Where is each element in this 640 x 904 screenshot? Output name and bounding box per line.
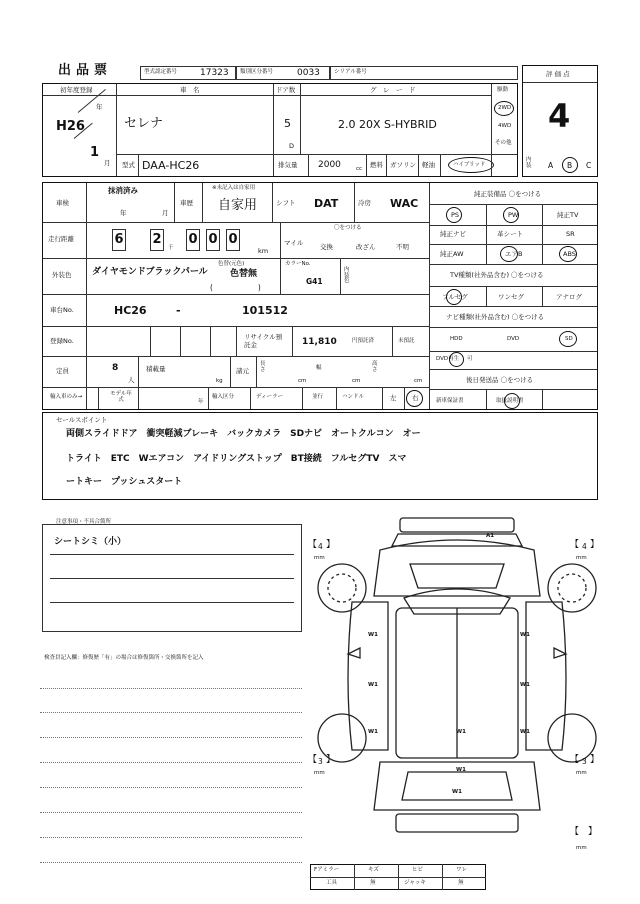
score-label: 評 価 点 bbox=[546, 70, 570, 78]
mileage-digit-1: 6 bbox=[112, 229, 126, 251]
fuel-hybrid: ハイブリッド bbox=[453, 162, 486, 168]
opt-tv: 純正TV bbox=[557, 211, 579, 219]
grade-label: グ レ ー ド bbox=[370, 86, 416, 94]
drive-2wd: 2WD bbox=[498, 105, 512, 111]
mileage-km: km bbox=[258, 247, 269, 255]
import-parallel: 並行 bbox=[312, 394, 324, 400]
tag-body-1: W1 bbox=[368, 632, 378, 638]
color-change-value: 色替無 bbox=[230, 269, 258, 279]
capacity-value: 8 bbox=[112, 363, 119, 373]
recycle-unit: 円預託済 bbox=[352, 338, 375, 344]
history-label: 車歴 bbox=[180, 199, 193, 207]
interior-color-label: 内装色 bbox=[344, 267, 350, 284]
car-diagram bbox=[300, 510, 600, 850]
dims-length: 長さ bbox=[260, 361, 266, 373]
later-warranty: 新車保証書 bbox=[436, 398, 464, 404]
legend-v4: 無 bbox=[458, 880, 464, 886]
ac-value: WAC bbox=[390, 197, 419, 210]
later-manual-circle bbox=[504, 393, 520, 409]
tag-front: A1 bbox=[486, 533, 495, 539]
model-value: DAA-HC26 bbox=[142, 159, 200, 172]
history-note: ※未記入は自家用 bbox=[212, 185, 256, 191]
handle-right: 右 bbox=[412, 394, 419, 402]
load-unit: kg bbox=[216, 378, 223, 384]
mileage-exchange: 交換 bbox=[320, 243, 333, 251]
year-suffix: 年 bbox=[96, 103, 103, 111]
tv-fullseg: フルセグ bbox=[442, 293, 468, 301]
dims-width: 幅 bbox=[316, 365, 322, 371]
tag-body-8: W1 bbox=[456, 767, 466, 773]
tv-fullseg-circle bbox=[446, 289, 462, 305]
later-manual: 取扱説明書 bbox=[496, 398, 524, 404]
navi-hdd: HDD bbox=[450, 336, 463, 342]
tag-body-3: W1 bbox=[368, 682, 378, 688]
dims-label: 諸元 bbox=[236, 367, 249, 375]
car-name: セレナ bbox=[124, 116, 164, 131]
tag-body-7: W1 bbox=[456, 729, 466, 735]
tag-body-9: W1 bbox=[452, 789, 462, 795]
chassis-dash: - bbox=[176, 304, 181, 317]
opt-pw: PW bbox=[508, 211, 519, 219]
sales-line-3: ートキー プッシュスタート bbox=[66, 477, 183, 487]
mileage-digit-4: 0 bbox=[206, 229, 220, 251]
category-value: 0033 bbox=[297, 68, 320, 78]
handle-left: 左 bbox=[390, 394, 397, 402]
inspection-label: 車検 bbox=[56, 199, 69, 207]
drive-circle bbox=[494, 101, 514, 116]
grade-value: 2.0 20X S-HYBRID bbox=[338, 118, 437, 131]
form-title: 出品票 bbox=[58, 63, 113, 78]
notes-line-1: シートシミ（小） bbox=[54, 537, 127, 547]
displacement-label: 排気量 bbox=[278, 161, 298, 169]
opt-pw-circle bbox=[503, 207, 519, 223]
tread-rl-mm: mm bbox=[314, 770, 325, 776]
recycle-label: リサイクル預託金 bbox=[244, 333, 283, 349]
model-cert-value: 17323 bbox=[200, 68, 229, 78]
color-no-value: G41 bbox=[306, 277, 323, 286]
color-change-label: 色替(元色) bbox=[218, 261, 245, 267]
mileage-tampered: 改ざん bbox=[356, 243, 376, 251]
dims-length-cm: cm bbox=[298, 378, 307, 384]
chassis-prefix: HC26 bbox=[114, 304, 147, 317]
fuel-label: 燃料 bbox=[370, 161, 383, 169]
tag-body-2: W1 bbox=[520, 632, 530, 638]
tread-fl-mm: mm bbox=[314, 555, 325, 561]
opt-ps: PS bbox=[451, 211, 460, 219]
mileage-unknown: 不明 bbox=[396, 243, 409, 251]
tag-body-4: W1 bbox=[520, 682, 530, 688]
inspection-value: 抹消済み bbox=[108, 186, 138, 195]
month-suffix: 月 bbox=[104, 159, 111, 167]
legend-h1: Fアミラー bbox=[314, 867, 340, 873]
navi-title: ナビ種類(社外品含む) 〇をつける bbox=[446, 313, 545, 321]
chassis-number: 101512 bbox=[242, 304, 288, 317]
tread-fr-mm: mm bbox=[576, 555, 587, 561]
sales-label: セールスポイント bbox=[56, 416, 108, 424]
model-label: 型式 bbox=[122, 161, 135, 169]
sales-line-1: 両側スライドドア 衝突軽減ブレーキ バックカメラ SDナビ オートクルコン オー bbox=[66, 429, 421, 439]
tread-fl: 4 bbox=[318, 542, 323, 551]
import-year: 年 bbox=[198, 399, 204, 405]
first-reg-label: 初年度登録 bbox=[60, 86, 93, 94]
dvd-option-b: 可 bbox=[467, 356, 473, 362]
interior-a: A bbox=[548, 161, 554, 170]
import-dealer: ディーラー bbox=[256, 394, 284, 400]
dvd-label: DVD再生 bbox=[436, 356, 460, 362]
import-label: 輸入車のみ→ bbox=[50, 394, 83, 400]
tag-body-6: W1 bbox=[520, 729, 530, 735]
recycle-unpaid: 未預託 bbox=[398, 338, 415, 344]
dvd-circle bbox=[449, 352, 464, 367]
mileage-digit-3: 0 bbox=[186, 229, 200, 251]
drive-other: その他 bbox=[495, 140, 512, 146]
fuel-gasoline: ガソリン bbox=[390, 161, 416, 169]
car-name-label: 車 名 bbox=[180, 86, 200, 94]
mileage-digit-2: 2 bbox=[150, 229, 164, 251]
handle-circle bbox=[406, 390, 423, 407]
model-year-label: モデル年式 bbox=[110, 391, 132, 403]
tread-rr: 3 bbox=[582, 757, 587, 766]
sales-line-2: トライト ETC Wエアコン アイドリングストップ BT接続 フルセグTV スマ bbox=[66, 454, 407, 464]
opt-abs-circle bbox=[559, 246, 577, 262]
color-label: 外装色 bbox=[52, 271, 72, 279]
dims-width-cm: cm bbox=[352, 378, 361, 384]
first-reg-era: H26 bbox=[56, 119, 85, 134]
notes-label: 注意事項・不具合箇所 bbox=[56, 519, 112, 525]
score-value: 4 bbox=[548, 97, 571, 135]
doors-value: 5 bbox=[284, 117, 291, 130]
tv-analog: アナログ bbox=[556, 293, 582, 301]
shift-value: DAT bbox=[314, 197, 339, 210]
inspection-month: 月 bbox=[162, 209, 169, 217]
serial-label: シリアル番号 bbox=[334, 69, 367, 75]
legend-v1: 工具 bbox=[326, 880, 338, 886]
opt-ps-circle bbox=[446, 207, 462, 223]
opt-leather: 革シート bbox=[497, 230, 523, 238]
color-no-label: カラーNo. bbox=[285, 261, 311, 267]
tag-body-5: W1 bbox=[368, 729, 378, 735]
doors-suffix: D bbox=[289, 142, 295, 150]
navi-sd-circle bbox=[559, 331, 577, 347]
dims-height: 高さ bbox=[372, 361, 378, 373]
opt-aw: 純正AW bbox=[440, 250, 464, 258]
first-reg-month: 1 bbox=[90, 145, 100, 160]
history-value: 自家用 bbox=[218, 198, 258, 213]
legend-v3: ジャッキ bbox=[404, 880, 426, 886]
navi-sd: SD bbox=[565, 336, 573, 342]
navi-dvd: DVD bbox=[507, 336, 520, 342]
shift-label: シフト bbox=[276, 199, 296, 207]
tread-rl: 3 bbox=[318, 757, 323, 766]
inspection-year: 年 bbox=[120, 209, 127, 217]
drive-4wd: 4WD bbox=[498, 123, 512, 129]
doors-label: ドア数 bbox=[276, 86, 296, 94]
color-value: ダイヤモンドブラックパール bbox=[92, 267, 208, 277]
reg-no-label: 登録No. bbox=[50, 337, 74, 345]
tv-oneseg: ワンセグ bbox=[498, 293, 524, 301]
recycle-value: 11,810 bbox=[302, 337, 337, 347]
hybrid-circle bbox=[448, 157, 494, 173]
inspector-label: 検査員記入欄：修復歴「有」の場合は修復箇所・交換箇所を記入 bbox=[44, 655, 204, 661]
import-cat-label: 輸入区分 bbox=[212, 394, 235, 400]
legend-h3: ヒビ bbox=[412, 867, 424, 873]
mileage-miles: マイル bbox=[284, 239, 304, 247]
capacity-label: 定員 bbox=[56, 367, 69, 375]
drive-label: 駆動 bbox=[497, 87, 509, 93]
legend-h4: ワレ bbox=[456, 867, 468, 873]
tv-title: TV種類(社外品含む) 〇をつける bbox=[450, 271, 544, 279]
model-cert-label: 型式認定番号 bbox=[144, 69, 178, 75]
tread-fr: 4 bbox=[582, 542, 587, 551]
dims-height-cm: cm bbox=[414, 378, 423, 384]
legend-h2: キズ bbox=[368, 867, 379, 873]
fuel-diesel: 軽油 bbox=[422, 161, 435, 169]
opt-airbag: エアB bbox=[505, 250, 523, 258]
capacity-unit: 人 bbox=[128, 376, 135, 384]
chassis-label: 車台No. bbox=[50, 306, 74, 314]
displacement-value: 2000 bbox=[318, 160, 341, 170]
later-title: 後日発送品 〇をつける bbox=[466, 376, 534, 384]
handle-label: ハンドル bbox=[342, 394, 365, 400]
legend-v2: 無 bbox=[370, 880, 376, 886]
ac-label: 冷房 bbox=[358, 199, 371, 207]
interior-c: C bbox=[586, 161, 592, 170]
opt-airbag-circle bbox=[500, 246, 518, 262]
interior-label: 内装 bbox=[526, 157, 532, 169]
opt-navi: 純正ナビ bbox=[440, 230, 466, 238]
interior-circle bbox=[562, 157, 578, 173]
spare-mm: mm bbox=[576, 845, 587, 851]
opt-sr: SR bbox=[566, 230, 575, 238]
load-label: 積載量 bbox=[146, 365, 166, 373]
mileage-digit-5: 0 bbox=[226, 229, 240, 251]
mileage-thousand: 千 bbox=[168, 245, 174, 251]
opt-abs: ABS bbox=[563, 250, 576, 258]
interior-b: B bbox=[567, 161, 573, 170]
tread-rr-mm: mm bbox=[576, 770, 587, 776]
displacement-unit: cc bbox=[356, 166, 363, 172]
genuine-title: 純正装備品 〇をつける bbox=[474, 190, 542, 198]
mileage-label: 走行距離 bbox=[48, 235, 74, 243]
mileage-note: 〇をつける bbox=[334, 225, 362, 231]
category-label: 類別区分番号 bbox=[240, 69, 274, 75]
